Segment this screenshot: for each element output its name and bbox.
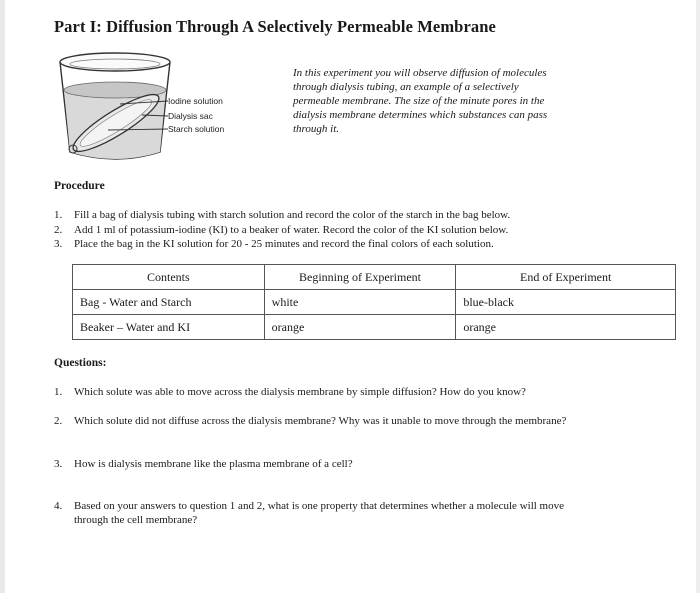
question-number: 2. (54, 415, 63, 427)
label-starch-solution: Starch solution (168, 124, 225, 134)
header-end: End of Experiment (456, 265, 676, 290)
table-row (73, 315, 676, 340)
table-cell: Bag - Water and Starch (73, 290, 265, 315)
procedure-step (54, 237, 510, 252)
procedure-heading: Procedure (54, 180, 105, 192)
table-header-row (73, 265, 676, 290)
question-number: 3. (54, 458, 63, 470)
intro-line: dialysis membrane determines which substances can pass (293, 109, 548, 121)
question-number: 4. (54, 500, 63, 512)
question-number: 1. (54, 386, 63, 398)
question-text: Which solute was able to move across the dialysis membrane by simple diffusion? How do you know? (74, 386, 526, 398)
step-text: Add 1 ml of potassium-iodine (KI) to a beaker of water. Record the color of the KI solution below. (74, 223, 509, 236)
label-dialysis-sac: Dialysis sac (168, 111, 213, 121)
step-text: Fill a bag of dialysis tubing with starch solution and record the color of the starch in the bag below. (74, 209, 511, 221)
label-iodine-solution: Iodine solution (168, 96, 223, 106)
procedure-step (54, 208, 510, 223)
table-cell[interactable]: orange (264, 315, 456, 340)
beaker-rim (60, 53, 170, 71)
page-right-edge (696, 0, 700, 593)
step-text: Place the bag in the KI solution for 20 - 25 minutes and record the final colors of each solution. (74, 238, 494, 250)
questions-heading: Questions: (54, 357, 107, 369)
intro-line: through it. (293, 123, 340, 135)
question-item (54, 386, 526, 400)
step-number: 1. (54, 209, 63, 221)
table-cell[interactable]: blue-black (456, 290, 676, 315)
question-item (54, 458, 353, 472)
step-number: 2. (54, 223, 63, 236)
header-beginning: Beginning of Experiment (264, 265, 456, 290)
page-title: Part I: Diffusion Through A Selectively Permeable Membrane (54, 17, 496, 36)
intro-paragraph (293, 66, 593, 136)
table-row (73, 290, 676, 315)
table-cell[interactable]: white (264, 290, 456, 315)
table-cell: Beaker – Water and KI (73, 315, 265, 340)
header-contents: Contents (73, 265, 265, 290)
step-number: 3. (54, 238, 63, 250)
question-text: Which solute did not diffuse across the dialysis membrane? Why was it unable to move through the membrane? (74, 415, 567, 427)
procedure-step (54, 223, 510, 238)
intro-line: In this experiment you will observe diffusion of molecules (293, 67, 547, 79)
beaker-figure (54, 48, 274, 168)
question-text: through the cell membrane? (74, 513, 198, 526)
results-table (72, 264, 676, 340)
intro-line: through dialysis tubing, an example of a selectively (293, 81, 519, 93)
beaker-illustration (54, 48, 274, 168)
intro-line: permeable membrane. The size of the minute pores in the (293, 95, 545, 107)
question-item (54, 500, 564, 527)
procedure-steps (54, 208, 510, 252)
question-text: Based on your answers to question 1 and 2, what is one property that determines whether a molecule will move (74, 500, 564, 512)
question-text: How is dialysis membrane like the plasma membrane of a cell? (74, 458, 353, 470)
page-left-edge (0, 0, 5, 593)
table-cell[interactable]: orange (456, 315, 676, 340)
question-item (54, 415, 566, 429)
